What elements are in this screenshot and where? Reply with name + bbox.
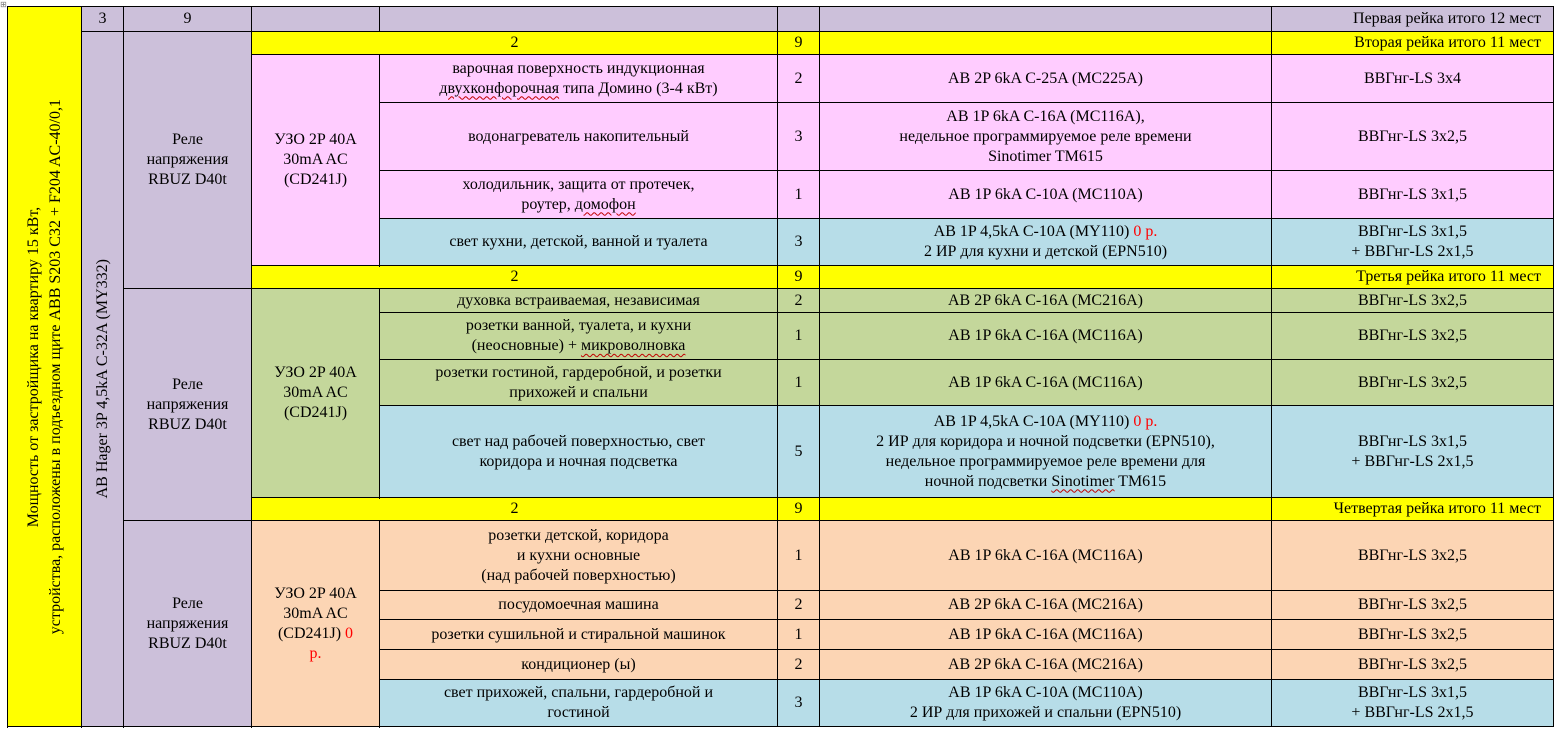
rail-header-empty	[820, 32, 1272, 55]
price-note: 0 р.	[1133, 412, 1158, 430]
device-cell: АВ 2P 6kA C-16A (MC216A)	[820, 591, 1272, 620]
cable-cell: ВВГнг-LS 3х1,5	[1272, 171, 1554, 219]
device-line: 2 ИР для кухни и детской (EPN510)	[923, 243, 1168, 260]
device-cell: АВ 1P 6kA C-10A (MC110A) 2 ИР для прихожей и спальни (EPN510)	[820, 680, 1272, 727]
rcd-cell: УЗО 2P 40A 30mA AC (CD241J)	[252, 289, 380, 498]
load-cell: варочная поверхность индукционная двухконфорочная типа Домино (3-4 кВт)	[380, 55, 778, 103]
rail-header-title: Первая рейка итого 12 мест	[1272, 7, 1554, 32]
cable-cell: ВВГнг-LS 3х1,5 + ВВГнг-LS 2х1,5	[1272, 406, 1554, 498]
device-cell: АВ 1P 6kA C-16A (MC116A)	[820, 313, 1272, 360]
rail-header-c2: 9	[778, 266, 820, 289]
price-note: 0 р.	[1133, 223, 1158, 240]
cable-cell: ВВГнг-LS 3х2,5	[1272, 289, 1554, 313]
rail-header-empty	[252, 7, 380, 32]
device-cell: АВ 2P 6kA C-16A (MC216A)	[820, 650, 1272, 680]
main-breaker-text: АВ Hager 3P 4,5kA C-32A (MY332)	[93, 259, 111, 499]
cable-cell: ВВГнг-LS 3х2,5	[1272, 103, 1554, 171]
electrical-panel-table	[7, 6, 1554, 727]
load-cell: свет прихожей, спальни, гардеробной и гостиной	[380, 680, 778, 727]
rail-header-title: Вторая рейка итого 11 мест	[1272, 32, 1554, 55]
module-count-cell: 2	[778, 289, 820, 313]
supply-info-line1: Мощность от застройщика на квартиру 15 кВт,	[24, 206, 42, 527]
supply-info-line2: устройства, расположены в подъездном щите ABB S203 C32 + F204 AC-40/0,1	[46, 98, 64, 635]
cable-cell: ВВГнг-LS 3х2,5	[1272, 620, 1554, 650]
rail-header-c2: 9	[124, 7, 252, 32]
cable-cell: ВВГнг-LS 3х1,5 + ВВГнг-LS 2х1,5	[1272, 680, 1554, 727]
module-count-cell: 1	[778, 620, 820, 650]
module-count-cell: 5	[778, 406, 820, 498]
voltage-relay-cell: Реле напряжения RBUZ D40t	[124, 289, 252, 521]
device-cell: АВ 1P 6kA C-10A (MC110A)	[820, 171, 1272, 219]
device-cell: АВ 1P 6kA C-16A (MC116A)	[820, 521, 1272, 591]
rail-header-empty	[820, 7, 1272, 32]
device-cell: АВ 2P 6kA C-16A (MC216A)	[820, 289, 1272, 313]
rail-header-c1: 3	[82, 7, 124, 32]
module-count-cell: 1	[778, 521, 820, 591]
rail-header-empty	[820, 498, 1272, 521]
module-count-cell: 1	[778, 313, 820, 360]
module-count-cell: 1	[778, 171, 820, 219]
device-cell: АВ 2P 6kA C-25A (MC225A)	[820, 55, 1272, 103]
rail-header-empty	[820, 266, 1272, 289]
voltage-relay-cell: Реле напряжения RBUZ D40t	[124, 521, 252, 727]
module-count-cell: 2	[778, 591, 820, 620]
price-note: 0 р.	[309, 624, 354, 662]
cable-cell: ВВГнг-LS 3х4	[1272, 55, 1554, 103]
load-cell: кондиционер (ы)	[380, 650, 778, 680]
main-breaker-cell	[82, 32, 124, 727]
rail-header-c2: 9	[778, 32, 820, 55]
cable-cell: ВВГнг-LS 3х2,5	[1272, 591, 1554, 620]
rail-header-row	[8, 32, 1554, 55]
module-count-cell: 1	[778, 360, 820, 406]
module-count-cell: 3	[778, 219, 820, 266]
load-cell: розетки детской, коридора и кухни основные (над рабочей поверхностью)	[380, 521, 778, 591]
rail-header-c1: 2	[252, 266, 778, 289]
rail-header-c1: 2	[252, 498, 778, 521]
rail-header-title: Четвертая рейка итого 11 мест	[1272, 498, 1554, 521]
device-cell	[820, 219, 1272, 266]
voltage-relay-cell: Реле напряжения RBUZ D40t	[124, 32, 252, 289]
device-cell: АВ 1P 4,5kA C-10A (MY110) 0 р. 2 ИР для коридора и ночной подсветки (EPN510), недельное программируемое реле времени для ночной подсветки Sinotimer TM615	[820, 406, 1272, 498]
device-line: АВ 1P 4,5kA C-10A (MY110)	[933, 412, 1130, 430]
device-cell: АВ 1P 6kA C-16A (MC116A)	[820, 620, 1272, 650]
module-count-cell: 2	[778, 55, 820, 103]
load-cell: свет кухни, детской, ванной и туалета	[380, 219, 778, 266]
cable-cell: ВВГнг-LS 3х2,5	[1272, 521, 1554, 591]
load-cell: розетки сушильной и стиральной машинок	[380, 620, 778, 650]
table-row	[8, 289, 1554, 313]
load-cell: холодильник, защита от протечек, роутер, домофон	[380, 171, 778, 219]
rail-header-c1: 2	[252, 32, 778, 55]
rail-header-empty	[778, 7, 820, 32]
load-cell: свет над рабочей поверхностью, свет коридора и ночная подсветка	[380, 406, 778, 498]
device-cell: АВ 1P 6kA C-16A (MC116A), недельное программируемое реле времени Sinotimer TM615	[820, 103, 1272, 171]
rail-header-row	[8, 7, 1554, 32]
device-cell: АВ 1P 6kA C-16A (MC116A)	[820, 360, 1272, 406]
cable-cell: ВВГнг-LS 3х1,5 + ВВГнг-LS 2х1,5	[1272, 219, 1554, 266]
table-anchor-icon: ⊞	[0, 0, 7, 9]
rail-header-empty	[380, 7, 778, 32]
load-cell: духовка встраиваемая, независимая	[380, 289, 778, 313]
load-cell: водонагреватель накопительный	[380, 103, 778, 171]
rcd-cell: УЗО 2P 40A 30mA AC (CD241J) 0 р.	[252, 521, 380, 727]
device-line: АВ 1P 4,5kA C-10A (MY110)	[933, 223, 1130, 240]
supply-info-cell	[8, 7, 82, 727]
cable-cell: ВВГнг-LS 3х2,5	[1272, 313, 1554, 360]
load-cell: розетки ванной, туалета, и кухни (неосновные) + микроволновка	[380, 313, 778, 360]
module-count-cell: 3	[778, 680, 820, 727]
cable-cell: ВВГнг-LS 3х2,5	[1272, 650, 1554, 680]
module-count-cell: 3	[778, 103, 820, 171]
rail-header-c2: 9	[778, 498, 820, 521]
table-row	[8, 521, 1554, 591]
rail-header-title: Третья рейка итого 11 мест	[1272, 266, 1554, 289]
cable-cell: ВВГнг-LS 3х2,5	[1272, 360, 1554, 406]
load-cell: посудомоечная машина	[380, 591, 778, 620]
rcd-cell: УЗО 2P 40A 30mA AC (CD241J)	[252, 55, 380, 266]
module-count-cell: 2	[778, 650, 820, 680]
load-cell: розетки гостиной, гардеробной, и розетки прихожей и спальни	[380, 360, 778, 406]
supply-info-text	[23, 99, 67, 634]
